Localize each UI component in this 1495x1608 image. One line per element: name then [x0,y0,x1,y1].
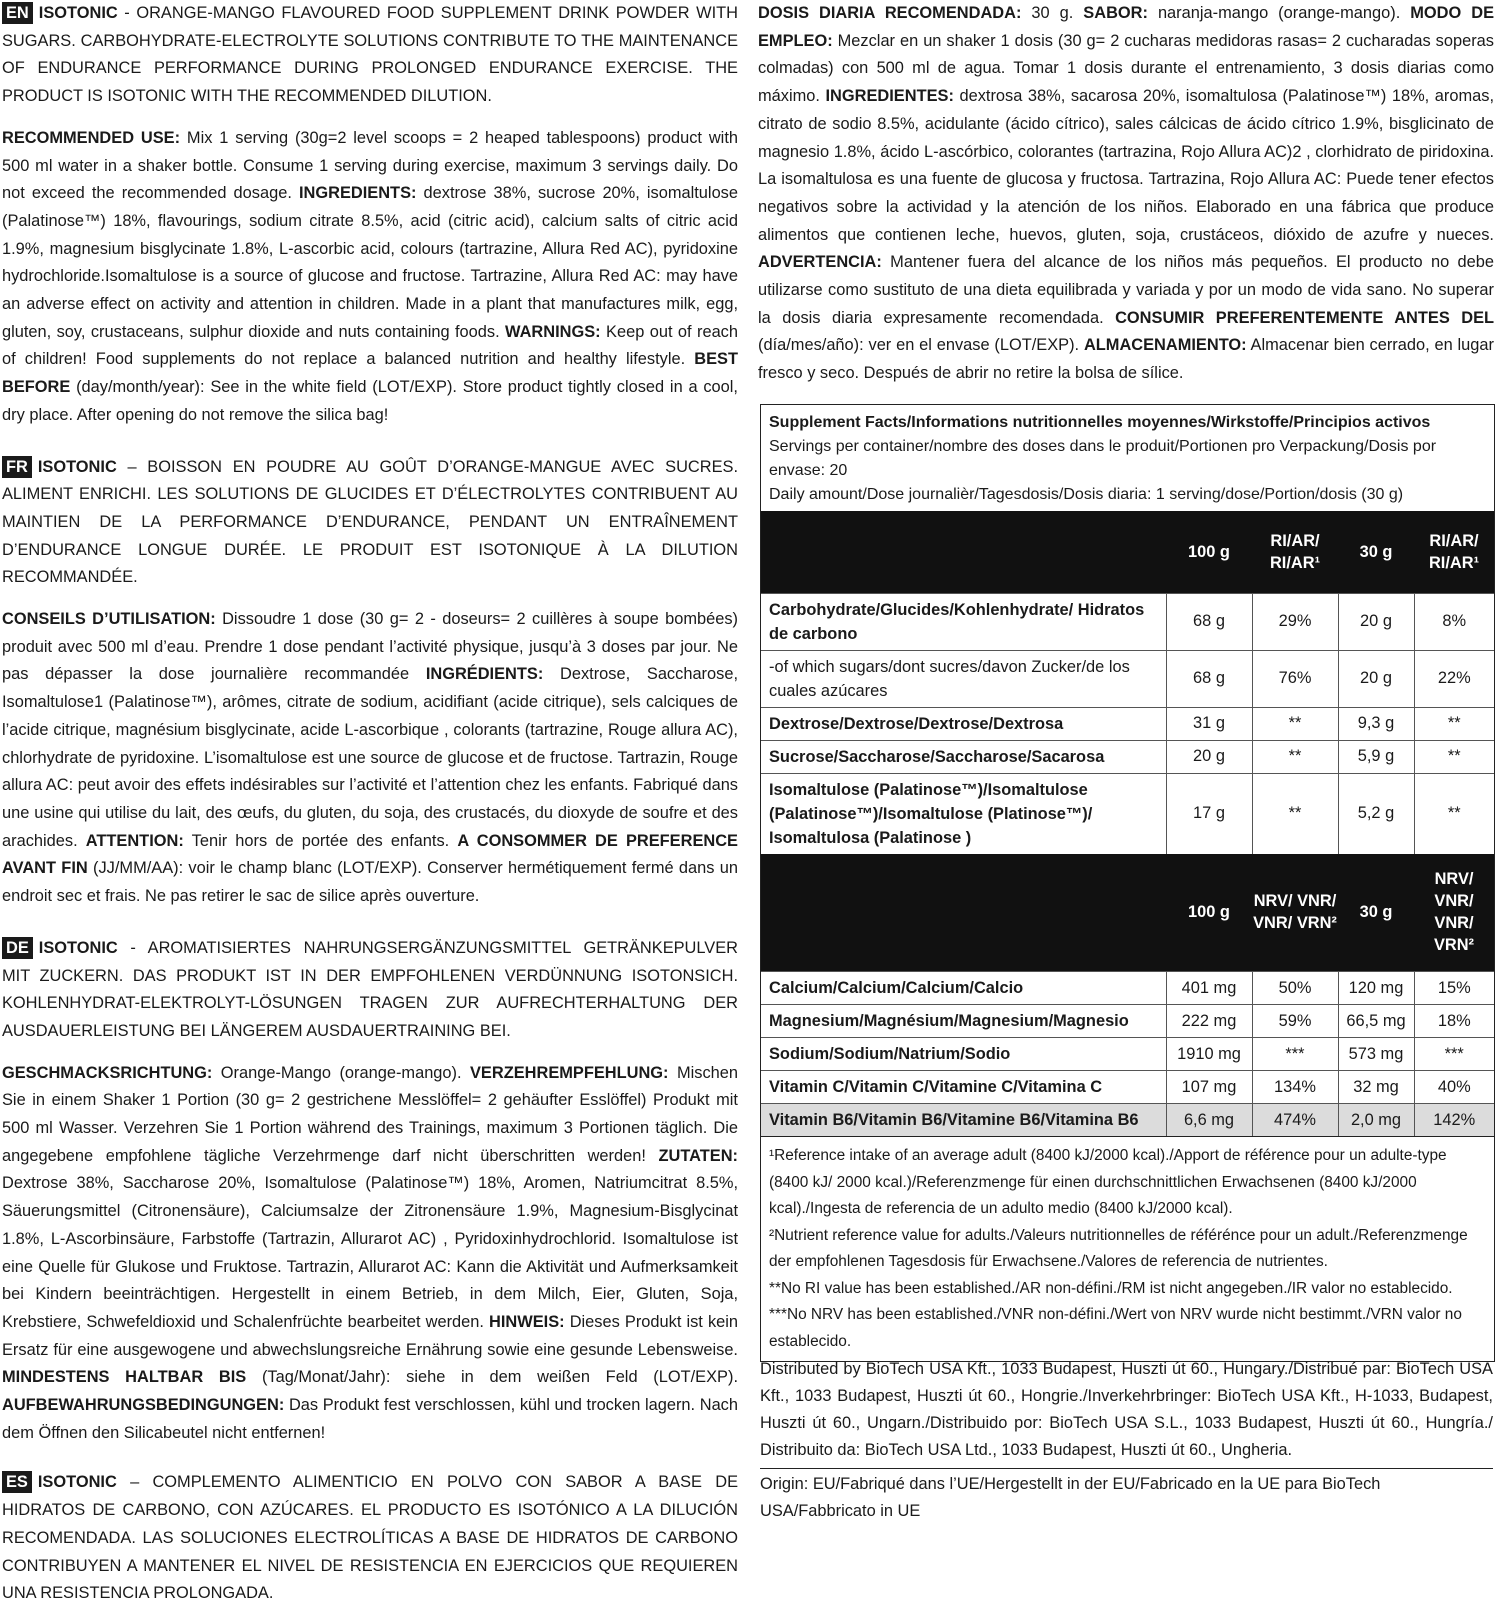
nutrient-label: Vitamin C/Vitamin C/Vitamine C/Vitamina C [761,1071,1166,1104]
de-use-label: VERZEHREMPFEHLUNG: [470,1063,669,1082]
es-flavour-label: SABOR: [1083,4,1148,22]
facts-table-header-1 [761,511,1494,593]
fr-warnings-label: ATTENTION: [85,831,184,850]
de-best-before-label: MINDESTENS HALTBAR BIS [2,1368,247,1387]
de-storage-text: Das Produkt fest verschlossen, kühl und trocken lagern. Nach dem Öffnen den Silicabeutel nicht entfernen! [2,1396,738,1442]
fr-use-label: CONSEILS D’UTILISATION: [2,610,216,629]
nutrient-value: 40% [1414,1071,1494,1104]
de-intro-text: - AROMATISIERTES NAHRUNGSERGÄNZUNGSMITTEL GETRÄNKEPULVER MIT ZUCKERN. DAS PRODUKT IST IN DER EMPFOHLENEN VERDÜNNUNG ISOTONSICH. KOHLENHYDRAT-ELEKTROLYT-LÖSUNGEN TRAGEN ZUR AUFRECHTERHALTUNG DER AUSDAUERLEISTUNG BEI LÄNGEREM AUSDAUERTRAINING BEI. [2,938,738,1040]
col-per-100g: 100 g [1166,511,1252,593]
de-use-text: Mischen Sie in einem Shaker 1 Portion (30 g= 2 gestrichene Messlöffel= 2 gehäufter Esslöffel) Produkt mit 500 ml Wasser. Verzehren Sie 1 Portion während des Trainings, maximum 3 Portionen täglich. Die angegebene empfohlene tägliche Verzehrmenge darf nicht überschritten werden! [2,1063,738,1165]
nutrient-value: 9,3 g [1338,707,1414,740]
de-language-tag: DE [2,937,33,959]
facts-table-row [761,773,1494,854]
col-ri-100g: RI/AR/ RI/AR¹ [1252,511,1338,593]
de-title: ISOTONIC [38,938,118,957]
nutrient-value: 17 g [1166,773,1252,854]
en-best-before-text: (day/month/year): See in the white field (LOT/EXP). Store product tightly closed in a cool, dry place. After opening do not remove the silica bag! [2,378,738,424]
de-body [2,1060,738,1448]
nutrient-value: 120 mg [1338,972,1414,1005]
nutrient-value: 20 g [1338,593,1414,650]
nutrient-label: Isomaltulose (Palatinose™)/Isomaltulose (Palatinose™)/Isomaltulose (Platinose™)/ Isomaltulosa (Palatinose ) [761,773,1166,854]
facts-table-row [761,972,1494,1005]
footnote-ri: ¹Reference intake of an average adult (8400 kJ/2000 kcal)./Apport de référence pour un adulte-type (8400 kJ/ 2000 kcal.)/Referenzmenge für einen durchschnittlichen Erwachsenen (8400 kJ/2000 kcal)./Ingesta de referencia de un adulto medio (8400 kJ/2000 kcal). [769,1147,1447,1217]
col-per-30g: 30 g [1338,511,1414,593]
nutrient-value: 22% [1414,650,1494,707]
nutrient-value: ** [1414,773,1494,854]
de-flavour-text: Orange-Mango (orange-mango). [212,1063,470,1082]
en-body [2,125,738,430]
fr-title: ISOTONIC [37,457,117,476]
fr-language-tag: FR [2,456,32,478]
distributor-info: Distributed by BioTech USA Kft., 1033 Budapest, Huszti út 60., Hungary./Distribué par: BioTech USA Kft., 1033 Budapest, Huszti út 60., Hongrie./Inverkehrbringer: BioTech USA Kft., H-1033, Budapest, Huszti út 60., Ungarn./Distribuido por: BioTech USA S.L., 1033 Budapest, Huszti út 60., Hungría./ Distribuito da: BioTech USA Ltd., 1033 Budapest, Huszti út 60., Ungheria. [760,1360,1493,1459]
left-column [2,0,738,1608]
es-language-tag: ES [2,1471,32,1493]
facts-title: Supplement Facts/Informations nutritionnelles moyennes/Wirkstoffe/Principios activos [769,414,1431,431]
de-storage-label: AUFBEWAHRUNGSBEDINGUNGEN: [2,1396,285,1415]
fr-best-before-text: (JJ/MM/AA): voir le champ blanc (LOT/EXP). Conserver hermétiquement fermé dans un endroit sec et frais. Ne pas retirer le sac de silice après ouverture. [2,859,738,906]
footnote-nrv: ²Nutrient reference value for adults./Valeurs nutritionnelles de référénce pour un adult./Referenzmenge der empfohlenen Tagesdosis für Erwachsene./Valores de referencia de nutrientes. [769,1226,1468,1270]
nutrient-value: 29% [1252,593,1338,650]
en-ingredients-label: INGREDIENTS: [298,184,417,203]
nutrient-value: ** [1252,740,1338,773]
de-best-before-text: (Tag/Monat/Jahr): siehe in dem weißen Feld (LOT/EXP). [246,1368,738,1387]
nutrient-value: 474% [1252,1104,1338,1137]
right-column [758,0,1494,388]
en-intro-text: - ORANGE-MANGO FLAVOURED FOOD SUPPLEMENT DRINK POWDER WITH SUGARS. CARBOHYDRATE-ELECTROLYTE SOLUTIONS CONTRIBUTE TO THE MAINTENANCE OF ENDURANCE PERFORMANCE DURING PROLONGED ENDURANCE EXERCISE. THE PRODUCT IS ISOTONIC WITH THE RECOMMENDED DILUTION. [2,4,738,106]
supplement-facts-panel [760,404,1495,1362]
nutrient-value: 5,2 g [1338,773,1414,854]
col-per-100g: 100 g [1166,854,1252,972]
nutrient-value: 32 mg [1338,1071,1414,1104]
col-nrv-100g: NRV/ VNR/ VNR/ VRN² [1252,854,1338,972]
en-title: ISOTONIC [38,4,118,22]
es-intro [2,1469,738,1608]
col-ri-30g: RI/AR/ RI/AR¹ [1414,511,1494,593]
nutrient-label: Sucrose/Saccharose/Saccharose/Sacarosa [761,740,1166,773]
fr-intro-text: – BOISSON EN POUDRE AU GOÛT D’ORANGE-MANGUE AVEC SUCRES. ALIMENT ENRICHI. LES SOLUTIONS DE GLUCIDES ET D’ÉLECTROLYTES CONTRIBUENT AU MAINTIEN DE LA PERFORMANCE D’ENDURANCE, PENDANT UN ENTRAÎNEMENT D’ENDURANCE LONGUE DURÉE. LE PRODUIT EST ISOTONIQUE À LA DILUTION RECOMMANDÉE. [2,457,738,587]
nutrient-value: *** [1414,1038,1494,1071]
de-warnings-label: HINWEIS: [489,1312,565,1331]
nutrient-value: ** [1252,773,1338,854]
nutrient-value: 66,5 mg [1338,1005,1414,1038]
es-title: ISOTONIC [37,1473,117,1492]
es-storage-label: ALMACENAMIENTO: [1083,336,1247,355]
nutrient-value: 1910 mg [1166,1038,1252,1071]
fr-body [2,606,738,911]
facts-table-row [761,1005,1494,1038]
facts-table-row [761,707,1494,740]
nutrient-value: ** [1414,740,1494,773]
de-warnings-text: Dieses Produkt ist kein Ersatz für eine ausgewogene und abwechslungsreiche Ernährung sowie eine gesunde Lebensweise. [2,1312,739,1359]
facts-table-row [761,1104,1494,1137]
nutrient-value: 59% [1252,1005,1338,1038]
es-ingredients-text: dextrosa 38%, sacarosa 20%, isomaltulosa (Palatinose™) 18%, aromas, citrato de sodio 8.5%, acidulante (ácido cítrico), sales cálcicas de ácido cítrico 1.9%, bisglicinato de magnesio 1.8%, ácido L-ascórbico, colorantes (tartrazina, Rojo Allura AC)2 , clorhidrato de piridoxina. La isomaltulosa es una fuente de glucosa y fructosa. Tartrazina, Rojo Allura AC: Puede tener efectos negativos sobre la actividad y la atención de los niños. Elaborado en una fábrica que produce alimentos que contienen leche, huevos, gluten, soja, crustáceos, dióxido de azufre y nueces. [758,87,1495,244]
col-nrv-30g: NRV/ VNR/ VNR/ VRN² [1414,854,1494,972]
es-best-before-text: (día/mes/año): ver en el envase (LOT/EXP). [758,336,1084,355]
nutrient-value: 18% [1414,1005,1494,1038]
facts-table-row [761,593,1494,650]
en-use-text: Mix 1 serving (30g=2 level scoops = 2 heaped tablespoons) product with 500 ml water in a shaker bottle. Consume 1 serving during exercise, maximum 3 servings daily. Do not exceed the recommended dosage. [2,128,738,203]
en-warnings-label: WARNINGS: [505,322,601,341]
nutrient-value: 6,6 mg [1166,1104,1252,1137]
nutrient-label: Sodium/Sodium/Natrium/Sodio [761,1038,1166,1071]
en-warnings-text: Keep out of reach of children! Food supplements do not replace a balanced nutrition and healthy lifestyle. [2,322,738,369]
nutrient-label: Magnesium/Magnésium/Magnesium/Magnesio [761,1005,1166,1038]
es-dose-text: 30 g. [1021,4,1084,22]
es-dose-label: DOSIS DIARIA RECOMENDADA: [758,4,1022,22]
nutrient-value: ** [1252,707,1338,740]
footnote-no-ri: **No RI value has been established./AR non-défini./RM ist nicht angegeben./IR valor no establecido. [769,1279,1453,1297]
facts-table [761,511,1494,1136]
de-ingredients-text: Dextrose 38%, Saccharose 20%, Isomaltulose (Palatinose™) 18%, Aromen, Natriumcitrat 8.5%, Säuerungsmittel (Citronensäure), Calciumsalze der Zitronensäure 1.9%, Magnesium-Bisglycinat 1.8%, L-Ascorbinsäure, Farbstoffe (Tartrazin, Allurarot AC) , Pyridoxinhydrochlorid. Isomaltulose ist eine Quelle für Glukose und Fruktose. Tartrazin, Allurarot AC: Kann die Aktivität und Aufmerksamkeit bei Kindern beeinträchtigen. Hergestellt in einem Betrieb, in dem Milch, Eier, Gluten, Soja, Krebstiere, Schwefeldioxid und Schalenfrüchte bearbeitet werden. [2,1174,738,1331]
nutrient-value: 68 g [1166,650,1252,707]
facts-footnotes [761,1136,1494,1361]
fr-intro [2,454,738,593]
es-storage-text: Almacenar bien cerrado, en lugar fresco y seco. Después de abrir no retire la bolsa de sílice. [758,336,1494,383]
nutrient-value: 134% [1252,1071,1338,1104]
es-body [758,0,1494,388]
en-best-before-label: BEST BEFORE [2,350,738,397]
en-ingredients-text: dextrose 38%, sucrose 20%, isomaltulose (Palatinose™) 18%, flavourings, sodium citrate 8.5%, acid (citric acid), calcium salts of citric acid 1.9%, magnesium bisglycinate 1.8%, L-ascorbic acid, colours (tartrazine, Allura Red AC), pyridoxine hydrochloride.Isomaltulose is a source of glucose and fructose. Tartrazine, Allura Red AC: may have an adverse effect on activity and attention in children. Made in a plant that manufactures milk, egg, gluten, soy, crustaceans, sulphur dioxide and nuts containing foods. [2,184,738,341]
fr-ingredients-label: INGRÉDIENTS: [425,665,544,684]
nutrient-value: 8% [1414,593,1494,650]
nutrient-value: 573 mg [1338,1038,1414,1071]
facts-table-header-2 [761,854,1494,972]
nutrient-label: Dextrose/Dextrose/Dextrose/Dextrosa [761,707,1166,740]
nutrient-value: 2,0 mg [1338,1104,1414,1137]
nutrient-value: 401 mg [1166,972,1252,1005]
facts-table-row [761,650,1494,707]
fr-ingredients-text: Dextrose, Saccharose, Isomaltulose1 (Palatinose™), arômes, citrate de sodium, acidifiant (acide citrique), sels calciques de l’acide citrique, magnésium bisglycinate, acide L-ascorbique , colorants (tartrazine, Rouge allura AC), chlorhydrate de pyridoxine. L’isomaltulose est une source de glucose et de fructose. Tartrazin, Rouge allura AC: peut avoir des effets indésirables sur l’activité et l’attention chez les enfants. Fabriqué dans une usine qui utilise du lait, des œufs, du gluten, du soja, des crustacés, du dioxyde de soufre et des arachides. [2,665,738,850]
en-intro [2,0,738,111]
es-intro-text: – COMPLEMENTO ALIMENTICIO EN POLVO CON SABOR A BASE DE HIDRATOS DE CARBONO, CON AZÚCARES. EL PRODUCTO ES ISOTÓNICO A LA DILUCIÓN RECOMENDADA. LAS SOLUCIONES ELECTROLÍTICAS A BASE DE HIDRATOS DE CARBONO CONTRIBUYEN A MANTENER EL NIVEL DE RESISTENCIA EN EJERCICIOS QUE REQUIEREN UNA RESISTENCIA PROLONGADA. [2,1473,738,1603]
nutrient-value: 50% [1252,972,1338,1005]
facts-table-row [761,740,1494,773]
nutrient-value: *** [1252,1038,1338,1071]
de-intro [2,935,738,1046]
nutrient-value: 107 mg [1166,1071,1252,1104]
de-flavour-label: GESCHMACKSRICHTUNG: [2,1063,213,1082]
nutrient-value: 222 mg [1166,1005,1252,1038]
nutrient-value: 15% [1414,972,1494,1005]
nutrient-value: 20 g [1338,650,1414,707]
facts-daily-amount: Daily amount/Dose journalièr/Tagesdosis/Dosis diaria: 1 serving/dose/Portion/dosis (30 g) [769,486,1404,503]
fr-use-text: Dissoudre 1 dose (30 g= 2 - doseurs= 2 cuillères à soupe bombées) produit avec 500 ml d’eau. Prendre 1 dose pendant l’activité physique, jusqu’à 3 doses par jour. Ne pas dépasser la dose journalière recommandée [2,610,738,684]
nutrient-value: ** [1414,707,1494,740]
es-best-before-label: CONSUMIR PREFERENTEMENTE ANTES DEL [1115,308,1495,327]
nutrient-label: Calcium/Calcium/Calcium/Calcio [761,972,1166,1005]
fr-best-before-label: A CONSOMMER DE PREFERENCE AVANT FIN [2,831,738,878]
nutrient-label: Carbohydrate/Glucides/Kohlenhydrate/ Hidratos de carbono [761,593,1166,650]
es-use-text: Mezclar en un shaker 1 dosis (30 g= 2 cucharas medidoras rasas= 2 cucharadas soperas colmadas) con 500 ml de agua. Tomar 1 dosis durante el entrenamiento, 3 dosis diarias como máximo. [758,31,1494,106]
nutrient-label: Vitamin B6/Vitamin B6/Vitamine B6/Vitamina B6 [761,1104,1166,1137]
nutrient-value: 31 g [1166,707,1252,740]
en-use-label: RECOMMENDED USE: [2,128,181,147]
nutrient-value: 5,9 g [1338,740,1414,773]
origin-info: Origin: EU/Fabriqué dans l’UE/Hergestellt in der EU/Fabricado en la UE para BioTech USA/Fabbricato in UE [760,1468,1493,1525]
de-ingredients-label: ZUTATEN: [658,1146,738,1165]
nutrient-value: 68 g [1166,593,1252,650]
nutrient-label: -of which sugars/dont sucres/davon Zucker/de los cuales azúcares [761,650,1166,707]
facts-table-row [761,1071,1494,1104]
en-language-tag: EN [2,2,33,24]
facts-servings: Servings per container/nombre des doses dans le produit/Portionen pro Verpackung/Dosis por envase: 20 [769,438,1437,479]
nutrient-value: 142% [1414,1104,1494,1137]
facts-header [761,405,1494,511]
facts-table-row [761,1038,1494,1071]
es-flavour-text: naranja-mango (orange-mango). [1147,4,1411,22]
es-ingredients-label: INGREDIENTES: [825,87,954,106]
nutrient-value: 20 g [1166,740,1252,773]
footnote-no-nrv: ***No NRV has been established./VNR non-défini./Wert von NRV wurde nicht bestimmt./VRN valor no establecido. [769,1306,1462,1350]
es-warnings-label: ADVERTENCIA: [758,253,882,272]
nutrient-value: 76% [1252,650,1338,707]
fr-warnings-text: Tenir hors de portée des enfants. [183,831,458,850]
col-per-30g: 30 g [1338,854,1414,972]
es-use-label: MODO DE EMPLEO: [758,4,1495,50]
es-warnings-text: Mantener fuera del alcance de los niños más pequeños. El producto no debe utilizarse como sustituto de una dieta equilibrada y variada y por un modo de vida sano. No superar la dosis diaria expresamente recomendada. [758,253,1494,327]
